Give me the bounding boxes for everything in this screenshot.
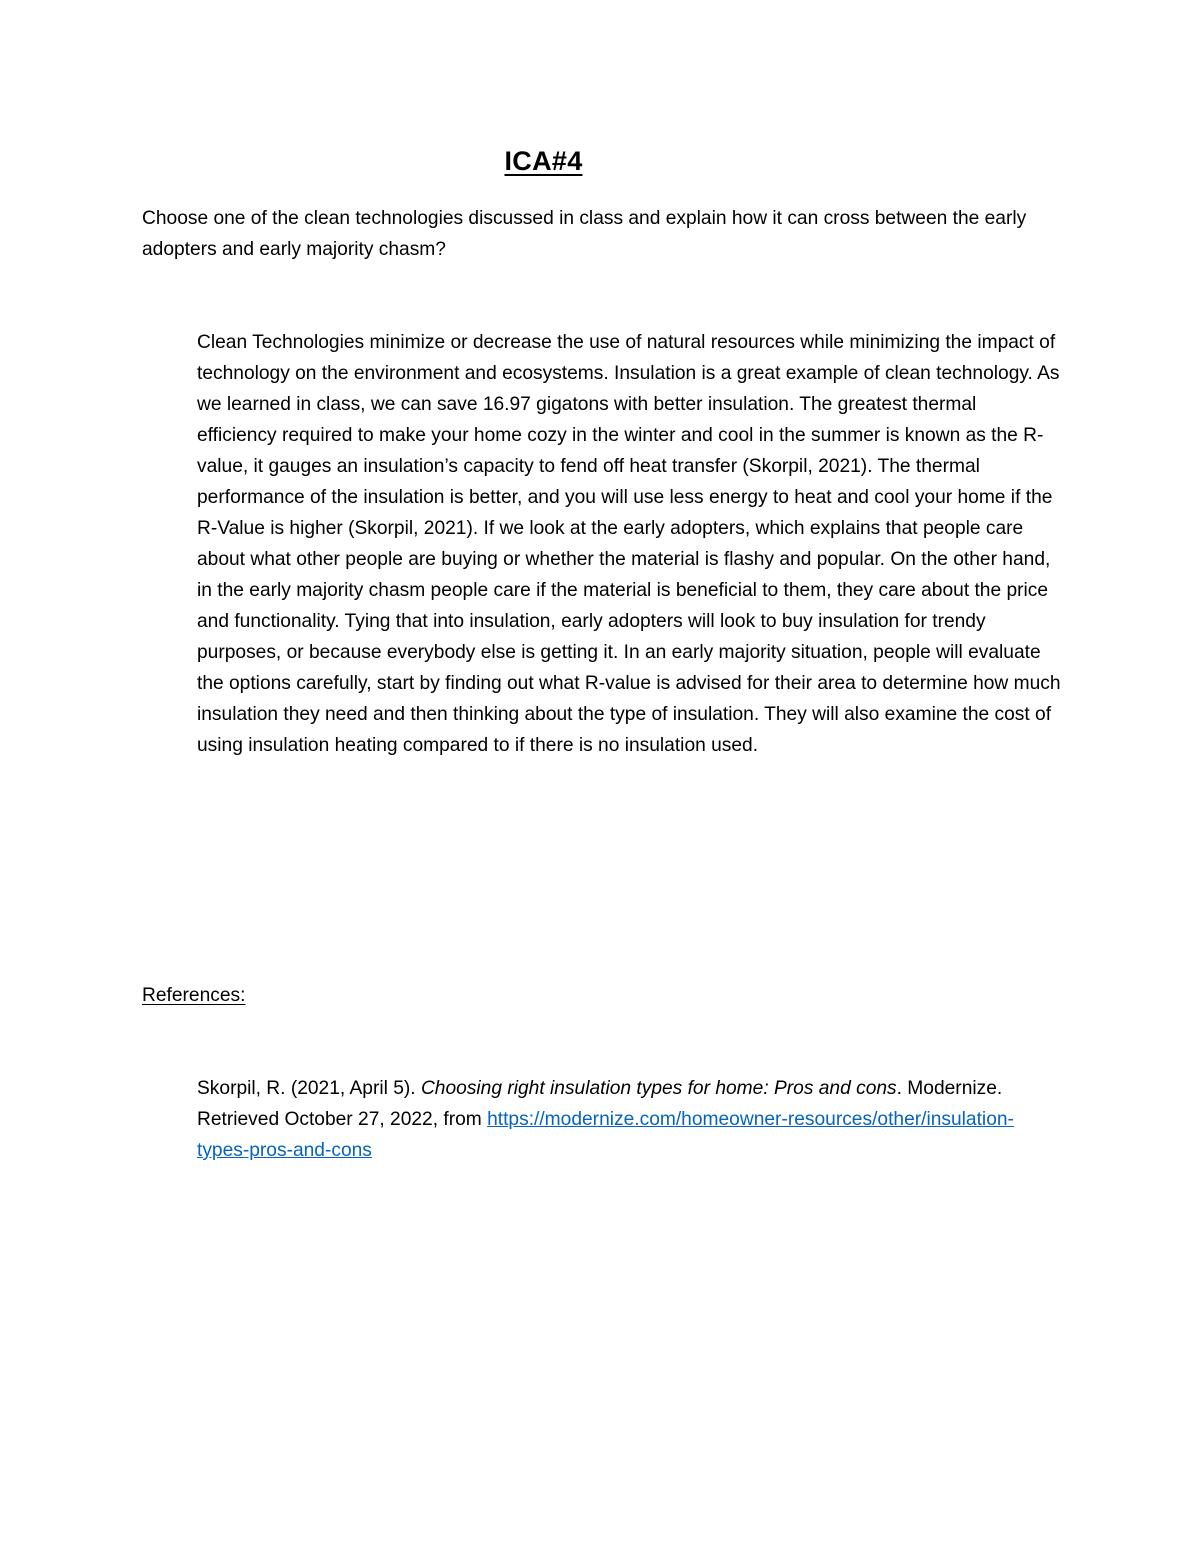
document-title: ICA#4: [504, 146, 583, 176]
references-heading: References:: [142, 985, 246, 1006]
reference-entry: [197, 1073, 1017, 1166]
question-text: Choose one of the clean technologies discussed in class and explain how it can cross between the early adopters and early majority chasm?: [142, 208, 1027, 260]
reference-source: . Modernize. Retrieved October 27, 2022, from: [197, 1078, 1003, 1130]
reference-link[interactable]: https://modernize.com/homeowner-resources/other/insulation-types-pros-and-cons: [197, 1109, 1014, 1161]
reference-author-date: Skorpil, R. (2021, April 5).: [197, 1078, 421, 1099]
reference-title: Choosing right insulation types for home: Pros and cons: [420, 1078, 897, 1099]
answer-paragraph: Clean Technologies minimize or decrease the use of natural resources while minimizing the impact of technology on the environment and ecosystems. Insulation is a great example of clean technology. As we learned in class, we can save 16.97 gigatons with better insulation. The greatest thermal efficiency required to make your home cozy in the winter and cool in the summer is known as the R-value, it gauges an insulation’s capacity to fend off heat transfer (Skorpil, 2021). The thermal performance of the insulation is better, and you will use less energy to heat and cool your home if the R-Value is higher (Skorpil, 2021). If we look at the early adopters, which explains that people care about what other people are buying or whether the material is flashy and popular. On the other hand, in the early majority chasm people care if the material is beneficial to them, they care about the price and functionality. Tying that into insulation, early adopters will look to buy insulation for trendy purposes, or because everybody else is getting it. In an early majority situation, people will evaluate the options carefully, start by finding out what R-value is advised for their area to determine how much insulation they need and then thinking about the type of insulation. They will also examine the cost of using insulation heating compared to if there is no insulation used.: [197, 332, 1061, 756]
